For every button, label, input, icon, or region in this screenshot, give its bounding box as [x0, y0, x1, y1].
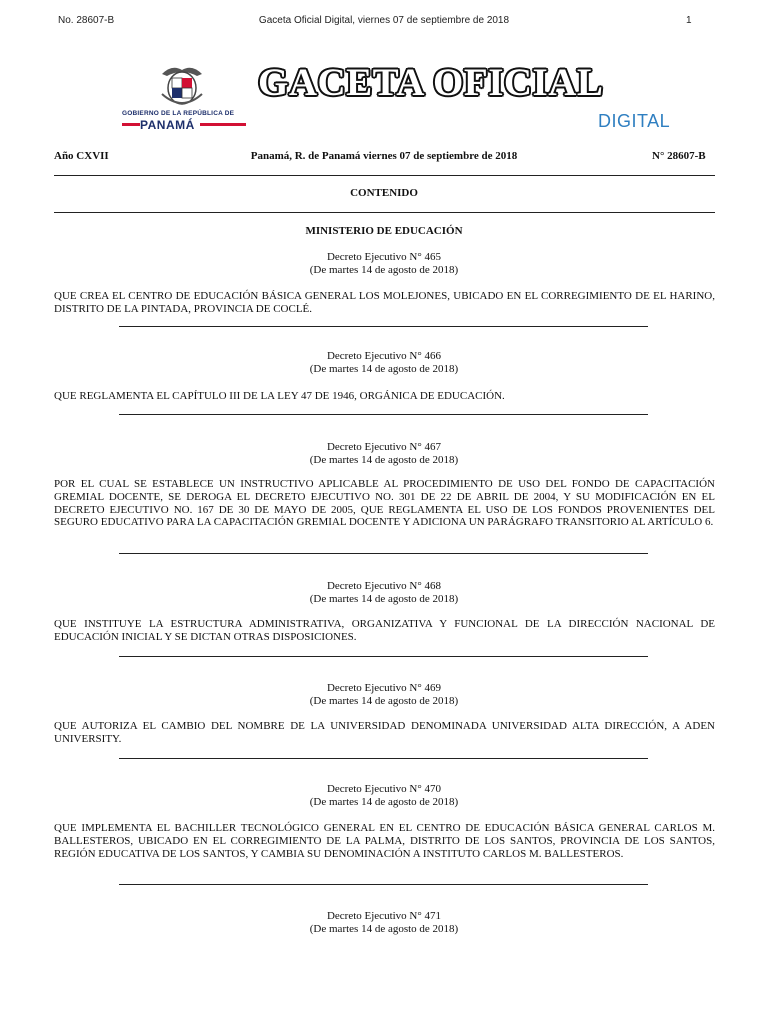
- section-divider: [119, 884, 648, 885]
- decree-title: Decreto Ejecutivo N° 465: [326, 251, 442, 263]
- flag-stripe-left: [122, 123, 140, 126]
- decree-title: Decreto Ejecutivo N° 466: [326, 350, 442, 362]
- flag-stripe-right: [200, 123, 246, 126]
- decree-summary: POR EL CUAL SE ESTABLECE UN INSTRUCTIVO APLICABLE AL PROCEDIMIENTO DE USO DEL FONDO DE CAPACITACIÓN GREMIAL DOCENTE, SE DEROGA EL DECRETO EJECUTIVO NO. 301 DE 22 DE ABRIL DE 2004, Y SU MODIFICACIÓN EN EL DECRETO EJECUTIVO NO. 167 DE 30 DE MAYO DE 2005, QUE REGLAMENTA EL USO DE LOS FONDOS PROVENIENTES DEL SEGURO EDUCATIVO PARA LA CAPACITACIÓN GREMIAL DOCENTE Y ADICIONA UN PARÁGRAFO TRANSITORIO AL ARTÍCULO 6.: [54, 478, 715, 529]
- decree-date: (De martes 14 de agosto de 2018): [309, 923, 459, 935]
- decree-title: Decreto Ejecutivo N° 469: [326, 682, 442, 694]
- decree-summary: QUE CREA EL CENTRO DE EDUCACIÓN BÁSICA GENERAL LOS MOLEJONES, UBICADO EN EL CORREGIMIENTO DE EL HARINO, DISTRITO DE LA PINTADA, PROVINCIA DE COCLÉ.: [54, 290, 715, 315]
- page-number-label: No. 28607-B: [58, 15, 115, 26]
- contents-heading: CONTENIDO: [350, 187, 418, 199]
- digital-label: DIGITAL: [598, 111, 671, 131]
- running-header: Gaceta Oficial Digital, viernes 07 de septiembre de 2018: [258, 15, 510, 26]
- section-divider: [119, 414, 648, 415]
- divider: [54, 175, 715, 176]
- section-divider: [119, 758, 648, 759]
- issue-number: N° 28607-B: [652, 150, 706, 162]
- decree-title: Decreto Ejecutivo N° 467: [326, 441, 442, 453]
- decree-summary: QUE INSTITUYE LA ESTRUCTURA ADMINISTRATIVA, ORGANIZATIVA Y FUNCIONAL DE LA DIRECCIÓN NACIONAL DE EDUCACIÓN INICIAL Y SE DICTAN OTRAS DISPOSICIONES.: [54, 618, 715, 643]
- decree-summary: QUE REGLAMENTA EL CAPÍTULO III DE LA LEY 47 DE 1946, ORGÁNICA DE EDUCACIÓN.: [54, 390, 505, 402]
- decree-date: (De martes 14 de agosto de 2018): [309, 264, 459, 276]
- government-label: GOBIERNO DE LA REPÚBLICA DE: [122, 110, 235, 117]
- section-divider: [119, 656, 648, 657]
- decree-date: (De martes 14 de agosto de 2018): [309, 454, 459, 466]
- decree-title: Decreto Ejecutivo N° 468: [326, 580, 442, 592]
- decree-date: (De martes 14 de agosto de 2018): [309, 796, 459, 808]
- issue-place-date: Panamá, R. de Panamá viernes 07 de septiembre de 2018: [250, 150, 518, 162]
- decree-title: Decreto Ejecutivo N° 471: [326, 910, 442, 922]
- decree-title: Decreto Ejecutivo N° 470: [326, 783, 442, 795]
- section-divider: [119, 553, 648, 554]
- decree-summary: QUE AUTORIZA EL CAMBIO DEL NOMBRE DE LA UNIVERSIDAD DENOMINADA UNIVERSIDAD ALTA DIRECCIÓN, A ADEN UNIVERSITY.: [54, 720, 715, 745]
- publication-title: GACETA OFICIAL: [258, 61, 604, 104]
- decree-date: (De martes 14 de agosto de 2018): [309, 695, 459, 707]
- decree-summary: QUE IMPLEMENTA EL BACHILLER TECNOLÓGICO GENERAL EN EL CENTRO DE EDUCACIÓN BÁSICA GENERAL CARLOS M. BALLESTEROS, UBICADO EN EL CORREGIMIENTO DE LA PALMA, DISTRITO DE LOS SANTOS, PROVINCIA DE LOS SANTOS, REGIÓN EDUCATIVA DE LOS SANTOS, Y CAMBIA SU DENOMINACIÓN A INSTITUTO CARLOS M. BALLESTEROS.: [54, 822, 715, 860]
- divider: [54, 212, 715, 213]
- decree-date: (De martes 14 de agosto de 2018): [309, 363, 459, 375]
- ministry-heading: MINISTERIO DE EDUCACIÓN: [305, 225, 463, 237]
- page-index: 1: [686, 15, 692, 26]
- section-divider: [119, 326, 648, 327]
- country-label: PANAMÁ: [140, 118, 195, 132]
- decree-date: (De martes 14 de agosto de 2018): [309, 593, 459, 605]
- issue-year: Año CXVII: [54, 150, 109, 162]
